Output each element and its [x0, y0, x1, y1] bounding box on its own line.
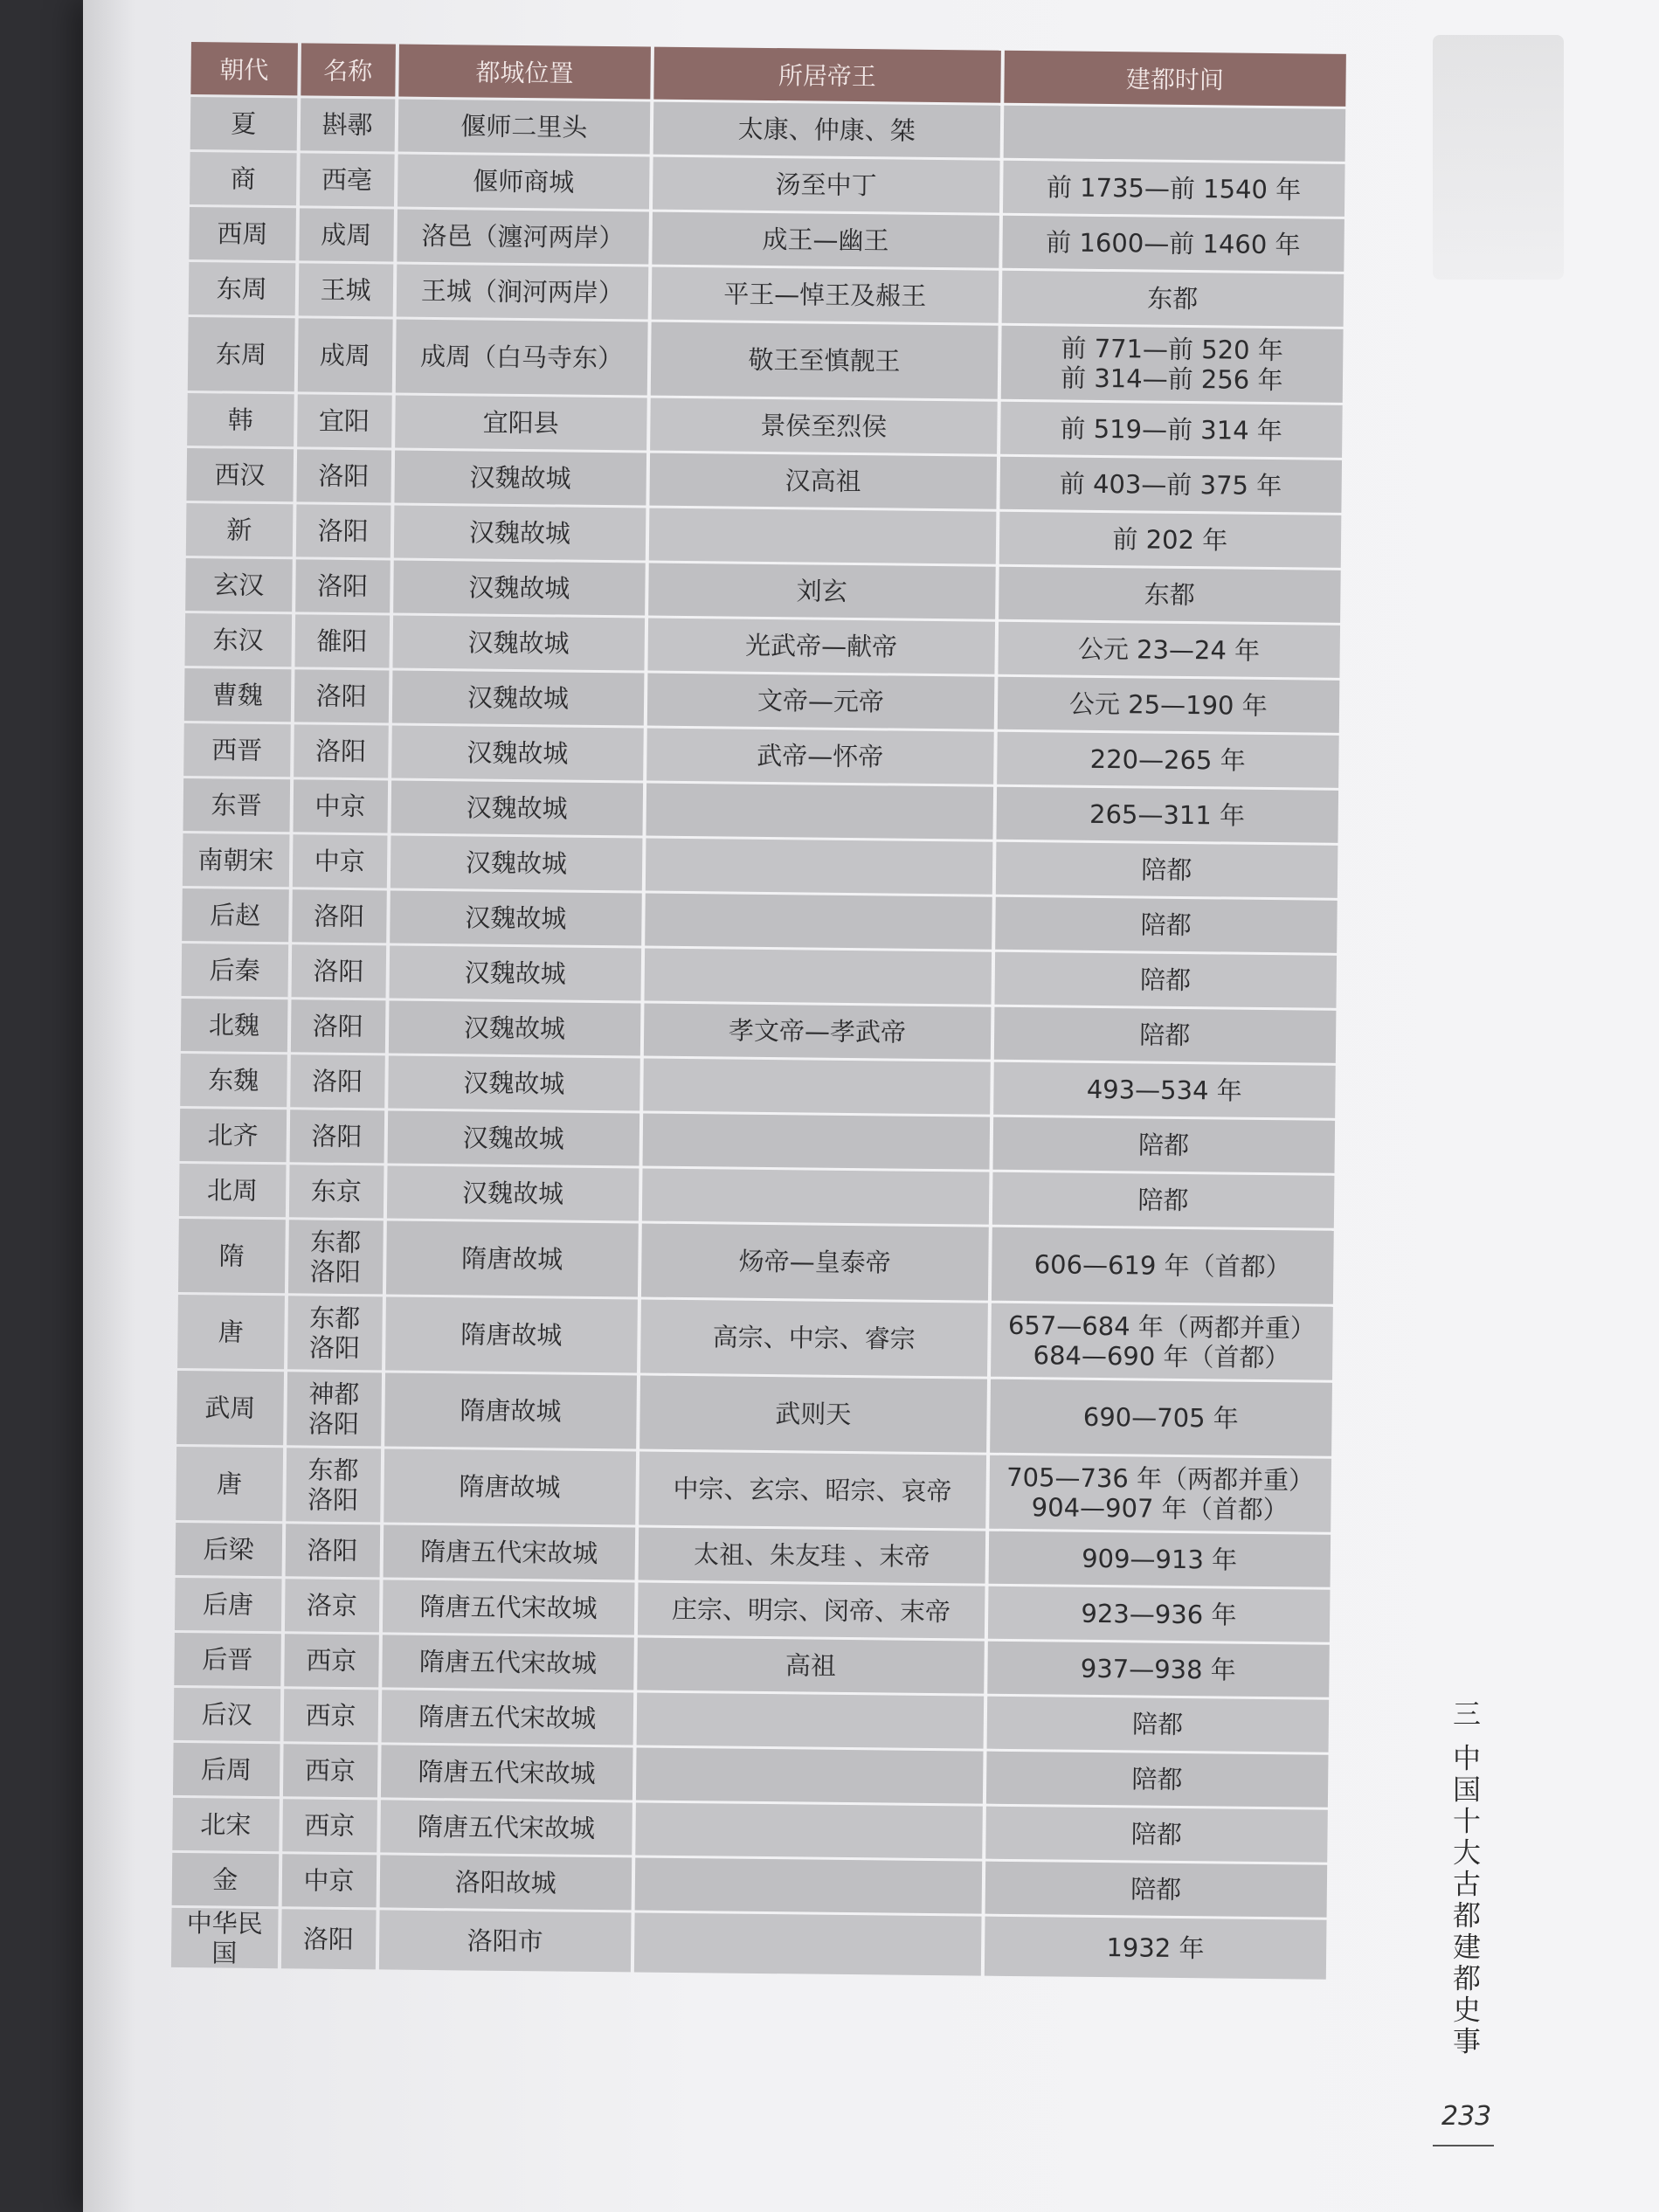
chapter-side-title: 三 中国十大古都建都史事 — [1448, 1699, 1482, 2058]
show-through-print — [1433, 35, 1564, 280]
name-cell: 洛阳 — [295, 504, 391, 557]
table-row — [178, 1219, 1334, 1304]
name-cell: 中京 — [292, 834, 387, 888]
location-cell: 洛邑（瀍河两岸） — [397, 210, 649, 265]
emperors-cell — [643, 1059, 990, 1115]
dynasty-cell: 新 — [186, 503, 293, 556]
period-cell: 陪都 — [985, 1752, 1328, 1808]
location-cell: 隋唐五代宋故城 — [383, 1580, 635, 1635]
name-cell: 洛阳 — [295, 559, 391, 612]
period-cell: 前 1735—前 1540 年 — [1003, 161, 1345, 217]
table-row — [182, 888, 1338, 953]
table-row — [183, 833, 1338, 898]
emperors-cell — [646, 784, 993, 840]
emperors-cell: 光武帝—献帝 — [648, 619, 995, 674]
emperors-cell: 平王—悼王及赧王 — [652, 267, 999, 323]
location-cell: 偃师商城 — [397, 155, 650, 210]
period-cell: 公元 23—24 年 — [998, 622, 1340, 678]
name-cell: 东都 洛阳 — [288, 1220, 384, 1294]
location-cell: 汉魏故城 — [391, 725, 644, 780]
capital-history-table — [168, 39, 1350, 1982]
name-cell: 中京 — [281, 1854, 377, 1907]
location-cell: 汉魏故城 — [387, 1165, 639, 1220]
period-cell: 690—705 年 — [990, 1379, 1332, 1456]
emperors-cell — [645, 949, 992, 1005]
name-cell: 西京 — [282, 1744, 377, 1797]
dynasty-cell: 北魏 — [181, 999, 287, 1052]
table-row — [174, 1688, 1330, 1752]
dynasty-cell: 后唐 — [175, 1578, 281, 1631]
period-cell: 陪都 — [994, 952, 1337, 1008]
table-row — [188, 317, 1344, 403]
table-row — [184, 613, 1340, 678]
name-cell: 雒阳 — [294, 614, 390, 667]
dynasty-cell: 金 — [172, 1853, 279, 1906]
dynasty-cell: 唐 — [177, 1295, 284, 1369]
period-cell: 923—936 年 — [987, 1586, 1330, 1642]
period-cell: 东都 — [1001, 271, 1344, 327]
name-cell: 西京 — [283, 1689, 378, 1742]
dynasty-cell: 后周 — [173, 1743, 280, 1796]
header-period: 建都时间 — [1004, 51, 1346, 107]
period-cell: 陪都 — [995, 897, 1338, 953]
emperors-cell — [649, 508, 996, 564]
period-cell: 陪都 — [986, 1697, 1329, 1752]
table-row — [189, 207, 1344, 272]
page-number: 233 — [1441, 2101, 1492, 2132]
dynasty-cell: 后梁 — [176, 1523, 282, 1576]
table-row — [176, 1447, 1331, 1532]
dynasty-cell: 武周 — [176, 1371, 283, 1445]
table-row — [184, 668, 1340, 733]
emperors-cell — [642, 1169, 989, 1225]
location-cell: 汉魏故城 — [394, 451, 646, 506]
period-cell: 陪都 — [995, 842, 1338, 898]
dynasty-cell: 东汉 — [184, 613, 291, 667]
table-row — [181, 999, 1337, 1063]
table-header-row — [190, 42, 1346, 107]
emperors-cell: 庄宗、明宗、闵帝、末帝 — [638, 1582, 985, 1638]
name-cell: 西京 — [282, 1799, 377, 1852]
emperors-cell: 文帝—元帝 — [647, 674, 994, 729]
period-cell: 陪都 — [985, 1862, 1327, 1918]
emperors-cell — [635, 1857, 982, 1913]
period-cell: 493—534 年 — [993, 1062, 1336, 1118]
name-cell: 东都 洛阳 — [287, 1296, 383, 1370]
dynasty-cell: 中华民国 — [171, 1908, 278, 1968]
dynasty-cell: 西汉 — [186, 448, 293, 501]
header-emperors: 所居帝王 — [653, 47, 1000, 103]
header-name: 名称 — [301, 43, 396, 96]
name-cell: 洛阳 — [285, 1524, 380, 1577]
emperors-cell — [636, 1747, 983, 1803]
name-cell: 斟鄩 — [300, 98, 395, 151]
table-row — [176, 1371, 1332, 1456]
location-cell: 成周（白马寺东） — [395, 320, 647, 396]
location-cell: 汉魏故城 — [388, 1055, 640, 1110]
period-cell: 前 403—前 375 年 — [999, 457, 1342, 513]
name-cell: 东都 洛阳 — [286, 1448, 381, 1522]
location-cell: 汉魏故城 — [393, 506, 646, 561]
emperors-cell: 成王—幽王 — [652, 212, 999, 268]
name-cell: 洛阳 — [294, 724, 389, 778]
table-row — [189, 262, 1344, 327]
table-row — [173, 1743, 1329, 1808]
table-row — [176, 1523, 1331, 1587]
period-cell: 陪都 — [985, 1807, 1328, 1863]
table-row — [187, 393, 1343, 458]
period-cell: 前 519—前 314 年 — [1000, 402, 1343, 458]
name-cell: 西京 — [284, 1634, 379, 1687]
table-row — [186, 448, 1342, 513]
period-cell: 前 1600—前 1460 年 — [1002, 216, 1344, 272]
table-row — [175, 1578, 1331, 1642]
period-cell: 606—619 年（首都） — [992, 1227, 1334, 1304]
emperors-cell: 敬王至慎靓王 — [651, 322, 998, 399]
table-row — [183, 778, 1339, 843]
emperors-cell: 太祖、朱友珪 、末帝 — [639, 1527, 985, 1583]
table-row — [180, 1109, 1336, 1173]
dynasty-cell: 西周 — [189, 207, 295, 260]
period-cell: 东都 — [999, 567, 1341, 623]
period-cell: 陪都 — [992, 1172, 1334, 1228]
name-cell: 洛京 — [284, 1579, 379, 1632]
emperors-cell: 炀帝—皇泰帝 — [641, 1224, 988, 1301]
table-row — [177, 1295, 1333, 1380]
name-cell: 神都 洛阳 — [287, 1372, 382, 1446]
location-cell: 汉魏故城 — [391, 835, 643, 890]
table-row — [190, 152, 1345, 217]
name-cell: 洛阳 — [294, 669, 389, 722]
dynasty-cell: 唐 — [176, 1447, 282, 1521]
location-cell: 隋唐故城 — [386, 1220, 639, 1296]
location-cell: 洛阳市 — [379, 1910, 632, 1972]
table-row — [174, 1633, 1330, 1697]
table-row — [186, 503, 1342, 568]
page-number-rule — [1433, 2145, 1494, 2146]
location-cell: 汉魏故城 — [387, 1110, 639, 1165]
emperors-cell: 中宗、玄宗、昭宗、哀帝 — [639, 1452, 985, 1529]
dynasty-cell: 后秦 — [182, 944, 288, 997]
name-cell: 洛阳 — [291, 944, 386, 998]
table-row — [183, 723, 1339, 788]
dynasty-cell: 商 — [190, 152, 296, 205]
name-cell: 洛阳 — [296, 449, 391, 502]
dynasty-cell: 后汉 — [174, 1688, 280, 1741]
location-cell: 宜阳县 — [395, 396, 647, 451]
dynasty-cell: 北周 — [179, 1164, 286, 1217]
dynasty-cell: 韩 — [187, 393, 294, 446]
location-cell: 隋唐故城 — [384, 1372, 637, 1448]
location-cell: 汉魏故城 — [389, 1000, 641, 1055]
emperors-cell: 汤至中丁 — [653, 157, 999, 213]
emperors-cell: 太康、仲康、桀 — [653, 102, 1000, 158]
location-cell: 汉魏故城 — [390, 890, 642, 945]
dynasty-cell: 隋 — [178, 1219, 285, 1293]
location-cell: 隋唐故城 — [385, 1296, 638, 1372]
name-cell: 成周 — [297, 318, 392, 392]
emperors-cell: 高祖 — [637, 1637, 984, 1693]
table-row — [180, 1054, 1336, 1118]
period-cell: 220—265 年 — [997, 732, 1339, 788]
table-row — [190, 97, 1346, 162]
emperors-cell — [645, 894, 992, 950]
emperors-cell — [646, 839, 992, 895]
location-cell: 王城（涧河两岸） — [396, 265, 648, 320]
dynasty-cell: 东周 — [189, 262, 295, 315]
period-cell: 公元 25—190 年 — [997, 677, 1339, 733]
dynasty-cell: 东周 — [188, 317, 294, 391]
table-row — [182, 944, 1338, 1008]
period-cell: 前 771—前 520 年 前 314—前 256 年 — [1000, 326, 1343, 403]
name-cell: 宜阳 — [297, 394, 392, 447]
location-cell: 偃师二里头 — [397, 100, 650, 155]
name-cell: 洛阳 — [292, 889, 387, 943]
emperors-cell: 武则天 — [639, 1376, 986, 1453]
table-row — [171, 1908, 1327, 1980]
period-cell: 陪都 — [992, 1117, 1335, 1173]
location-cell: 隋唐五代宋故城 — [381, 1745, 633, 1800]
emperors-cell: 刘玄 — [648, 563, 995, 619]
capital-history-table-wrap — [166, 39, 1349, 2096]
location-cell: 隋唐五代宋故城 — [383, 1524, 635, 1580]
period-cell: 前 202 年 — [999, 512, 1341, 568]
name-cell: 中京 — [293, 779, 388, 833]
emperors-cell — [634, 1912, 981, 1975]
emperors-cell — [637, 1692, 984, 1748]
period-cell: 909—913 年 — [988, 1531, 1331, 1587]
table-row — [172, 1798, 1328, 1863]
table-body — [171, 97, 1345, 1980]
period-cell: 705—736 年（两都并重） 904—907 年（首都） — [989, 1455, 1331, 1532]
location-cell: 隋唐五代宋故城 — [380, 1800, 632, 1855]
name-cell: 西亳 — [300, 153, 395, 206]
name-cell: 洛阳 — [289, 1109, 384, 1163]
header-location: 都城位置 — [398, 45, 651, 100]
dynasty-cell: 东魏 — [180, 1054, 287, 1107]
location-cell: 洛阳故城 — [379, 1855, 632, 1910]
page-gutter-shadow — [83, 0, 135, 2212]
emperors-cell — [635, 1802, 982, 1858]
dynasty-cell: 夏 — [190, 97, 297, 150]
dynasty-cell: 南朝宋 — [183, 833, 289, 887]
name-cell: 洛阳 — [290, 999, 385, 1053]
emperors-cell: 孝文帝—孝武帝 — [644, 1004, 991, 1060]
name-cell: 成周 — [299, 208, 394, 261]
name-cell: 洛阳 — [280, 1909, 376, 1969]
dynasty-cell: 西晋 — [183, 723, 290, 777]
dynasty-cell: 北齐 — [180, 1109, 287, 1162]
location-cell: 隋唐五代宋故城 — [382, 1635, 634, 1690]
table-row — [179, 1164, 1335, 1228]
location-cell: 汉魏故城 — [393, 560, 646, 615]
period-cell: 1932 年 — [984, 1917, 1326, 1980]
dynasty-cell: 曹魏 — [184, 668, 291, 722]
emperors-cell: 武帝—怀帝 — [646, 729, 993, 785]
location-cell: 汉魏故城 — [389, 945, 641, 1000]
period-cell — [1003, 106, 1345, 162]
name-cell: 王城 — [298, 263, 393, 316]
location-cell: 汉魏故城 — [392, 615, 645, 670]
period-cell: 657—684 年（两都并重） 684—690 年（首都） — [991, 1303, 1333, 1380]
emperors-cell: 高宗、中宗、睿宗 — [640, 1300, 987, 1377]
emperors-cell — [643, 1114, 990, 1170]
dynasty-cell: 东晋 — [183, 778, 290, 832]
header-dynasty: 朝代 — [190, 42, 297, 95]
location-cell: 汉魏故城 — [391, 670, 644, 725]
location-cell: 隋唐五代宋故城 — [381, 1690, 633, 1745]
emperors-cell: 景侯至烈侯 — [650, 398, 997, 454]
dynasty-cell: 北宋 — [172, 1798, 279, 1851]
dynasty-cell: 后赵 — [182, 888, 288, 942]
emperors-cell: 汉高祖 — [650, 453, 997, 509]
period-cell: 265—311 年 — [996, 787, 1338, 843]
table-row — [172, 1853, 1328, 1918]
period-cell: 937—938 年 — [987, 1642, 1330, 1697]
dynasty-cell: 后晋 — [174, 1633, 280, 1686]
name-cell: 洛阳 — [290, 1054, 385, 1108]
location-cell: 隋唐故城 — [384, 1448, 636, 1524]
dynasty-cell: 玄汉 — [185, 558, 292, 612]
location-cell: 汉魏故城 — [391, 780, 643, 835]
period-cell: 陪都 — [993, 1007, 1336, 1063]
name-cell: 东京 — [288, 1165, 384, 1218]
table-row — [185, 558, 1341, 623]
